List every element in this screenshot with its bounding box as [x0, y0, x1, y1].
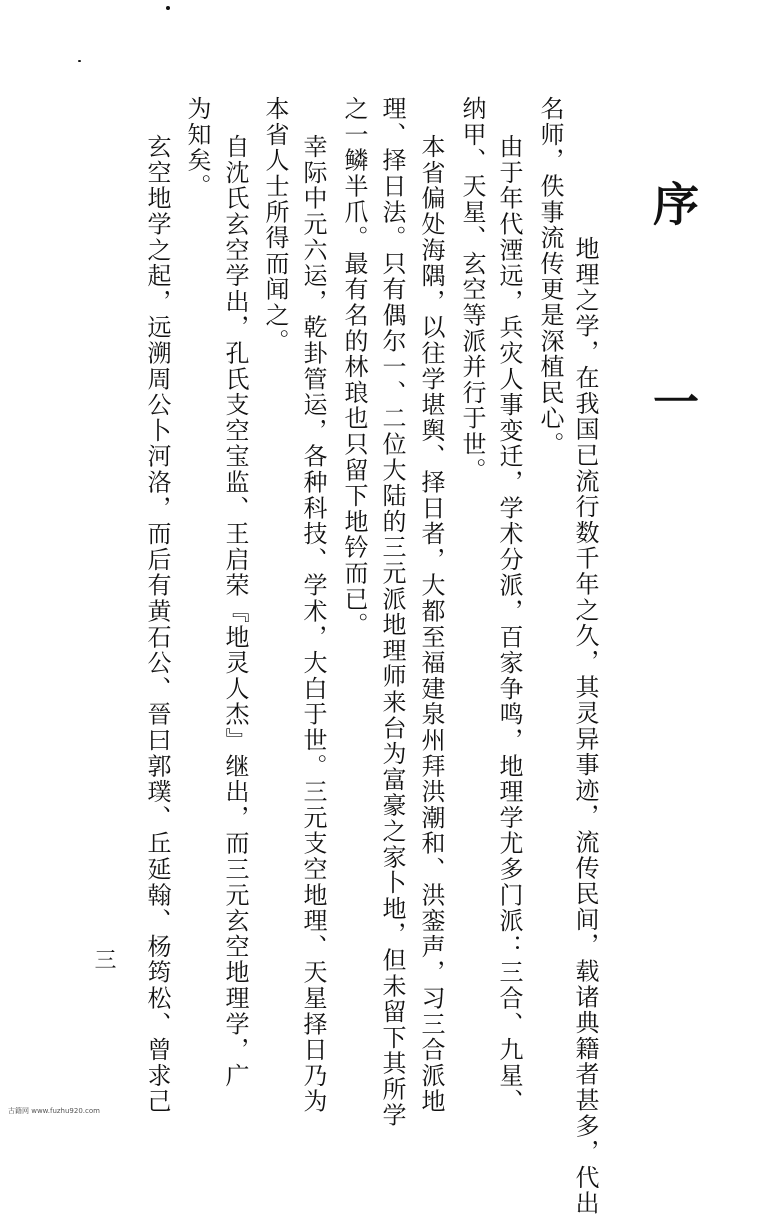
text-column-9: 本省人士所得而闻之。	[261, 96, 289, 354]
text-column-3: 由于年代湮远，兵灾人事变迁，学术分派，百家争鸣，地理学尤多门派：三合、九星、	[495, 134, 523, 1115]
page-title: 序 一	[646, 180, 700, 493]
scan-speck	[166, 6, 170, 10]
text-column-11: 为知矣。	[183, 96, 211, 200]
scan-speck	[78, 60, 81, 62]
text-column-10: 自沈氏玄空学出，孔氏支空宝监、王启荣『地灵人杰』继出，而三元玄空地理学，广	[221, 134, 249, 1089]
text-column-2: 名师，佚事流传更是深植民心。	[536, 96, 564, 458]
page-number: 三	[91, 948, 116, 970]
footer-watermark: 古籍网 www.fuzhu920.com	[8, 1107, 100, 1115]
text-column-8: 幸际中元六运，乾卦管运，各种科技、学术，大白于世。三元支空地理、天星择日乃为	[299, 134, 327, 1115]
text-column-6: 理、择日法。只有偶尔一、二位大陆的三元派地理师来台为富豪之家卜地，但未留下其所学	[378, 96, 406, 1128]
text-column-7: 之一鳞半爪。最有名的林琅也只留下地钤而已。	[340, 96, 368, 638]
text-column-5: 本省偏处海隅，以往学堪舆、择日者，大都至福建泉州拜洪潮和、洪銮声，习三合派地	[417, 134, 445, 1115]
text-column-12: 玄空地学之起，远溯周公卜河洛，而后有黄石公、晉曰郭璞、丘延翰、杨筠松、曾求己	[143, 134, 171, 1115]
text-column-1: 地理之学，在我国已流行数千年之久，其灵异事迹，流传民间，载诸典籍者甚多，代出	[571, 236, 599, 1216]
text-column-4: 纳甲、天星、玄空等派并行于世。	[458, 96, 486, 483]
